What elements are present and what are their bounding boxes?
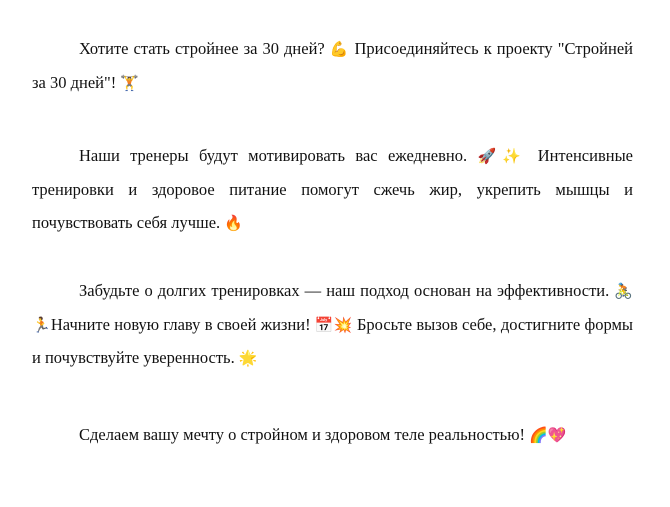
paragraph-1 <box>32 32 633 99</box>
paragraph-3 <box>32 274 633 375</box>
paragraph-1-text-2: Присоединяйтесь к проекту "Стройней за 30 дней"! <box>32 39 633 92</box>
paragraph-4-text-1: Сделаем вашу мечту о стройном и здоровом теле реальностью! <box>79 425 530 444</box>
sparkling-heart-icon: 💖 <box>547 426 567 444</box>
glowing-star-icon: 🌟 <box>238 349 258 367</box>
fire-icon: 🔥 <box>224 214 243 232</box>
cyclist-icon: 🚴 <box>614 282 633 300</box>
paragraph-2-text-2: Интенсивные тренировки и здоровое питание помогут сжечь жир, укрепить мышцы и почувствовать себя лучше. <box>32 146 633 232</box>
collision-icon: 💥 <box>333 315 353 334</box>
flexed-biceps-icon: 💪 <box>329 40 350 58</box>
paragraph-1-text-1: Хотите стать стройнее за 30 дней? <box>79 39 330 58</box>
paragraph-2 <box>32 139 633 240</box>
runner-icon: 🏃 <box>32 315 51 334</box>
paragraph-3-text-3: Бросьте вызов себе, достигните формы и почувствуйте уверенность. <box>32 314 633 367</box>
calendar-icon: 📅 <box>314 315 334 334</box>
sparkles-icon: ✨ <box>502 147 528 165</box>
paragraph-3-text-2: Начните новую главу в своей жизни! <box>50 314 315 334</box>
rainbow-icon: 🌈 <box>529 426 548 444</box>
rocket-icon: 🚀 <box>477 147 503 165</box>
paragraph-4 <box>32 418 633 452</box>
weight-lifter-icon: 🏋 <box>120 73 140 92</box>
paragraph-3-text-1: Забудьте о долгих тренировках — наш подход основан на эффективности. <box>79 281 615 300</box>
paragraph-2-text-1: Наши тренеры будут мотивировать вас ежедневно. <box>79 146 478 165</box>
